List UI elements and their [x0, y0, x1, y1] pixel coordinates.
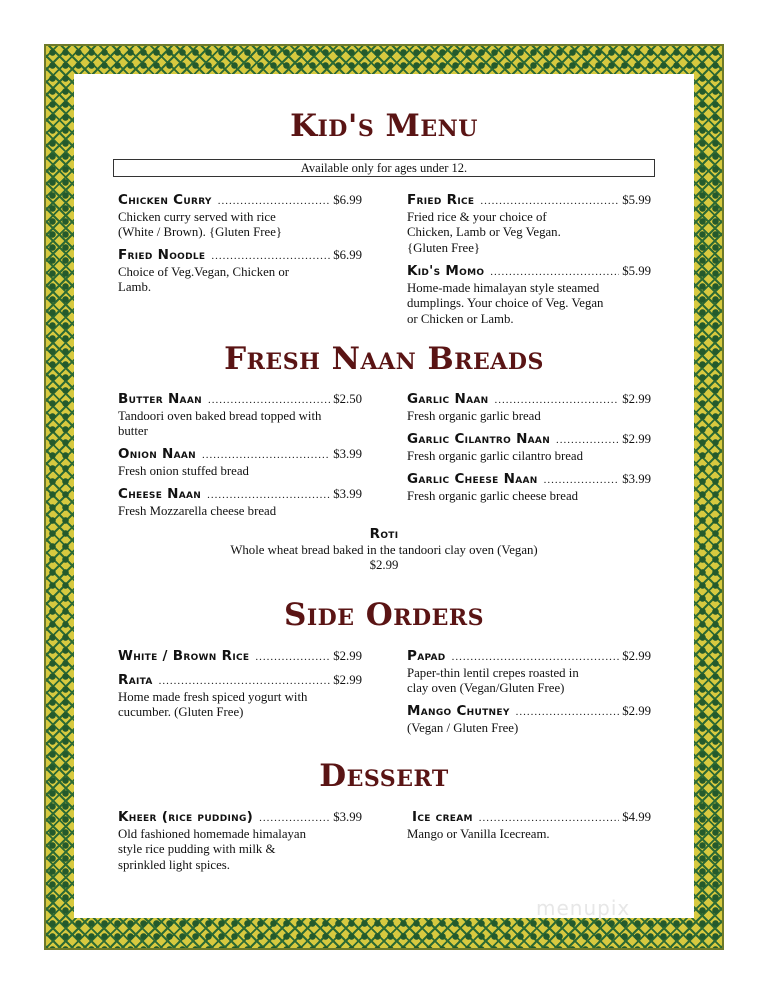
- item-price: $2.99: [333, 649, 362, 663]
- item-price: $2.99: [333, 673, 362, 687]
- leader-dots: [211, 249, 330, 265]
- item-price: $2.99: [622, 649, 651, 663]
- item-name: Cheese Naan: [118, 486, 202, 502]
- item-desc: Fresh organic garlic cilantro bread: [407, 448, 584, 463]
- item-price: $4.99: [622, 810, 651, 824]
- item-name: Papad: [407, 648, 446, 664]
- side-orders-heading: Side Orders: [283, 597, 485, 633]
- menu-item: [118, 487, 362, 519]
- menu-item: [407, 392, 651, 424]
- menu-item: [118, 810, 362, 873]
- item-name: Roti: [369, 526, 399, 542]
- leader-dots: [516, 705, 620, 721]
- item-price: $3.99: [333, 447, 362, 461]
- menu-item: [407, 432, 651, 464]
- item-name: Onion Naan: [118, 446, 197, 462]
- leader-dots: [159, 674, 331, 690]
- leader-dots: [494, 393, 619, 409]
- leader-dots: [208, 393, 330, 409]
- menu-item: [407, 264, 651, 327]
- menu-item: [118, 248, 362, 296]
- item-name: Garlic Cilantro Naan: [407, 431, 551, 447]
- menu-item: [118, 193, 362, 241]
- item-name: Kheer (rice pudding): [118, 809, 254, 825]
- menu-item: [118, 649, 362, 666]
- roti-item: [0, 527, 768, 574]
- menu-item: [118, 673, 362, 721]
- leader-dots: [480, 194, 619, 210]
- item-desc: Fresh organic garlic cheese bread: [407, 488, 579, 503]
- item-desc: Paper-thin lentil crepes roasted in clay oven (Vegan/Gluten Free): [407, 665, 579, 696]
- item-name: Ice cream: [412, 809, 473, 825]
- item-name: Mango Chutney: [407, 703, 510, 719]
- item-desc: Choice of Veg.Vegan, Chicken or Lamb.: [118, 264, 290, 295]
- leader-dots: [255, 650, 330, 666]
- dessert-heading: Dessert: [319, 758, 449, 794]
- leader-dots: [479, 811, 619, 827]
- item-price: $2.50: [333, 392, 362, 406]
- item-price: $3.99: [622, 472, 651, 486]
- item-desc: Fresh organic garlic bread: [407, 408, 541, 423]
- item-price: $2.99: [622, 432, 651, 446]
- menu-item: [407, 193, 651, 256]
- menu-item: [407, 704, 651, 736]
- item-price: $3.99: [333, 487, 362, 501]
- item-name: Raita: [118, 672, 153, 688]
- leader-dots: [218, 194, 330, 210]
- item-desc: Tandoori oven baked bread topped with butter: [118, 408, 322, 439]
- leader-dots: [202, 448, 330, 464]
- leader-dots: [490, 265, 619, 281]
- item-desc: Whole wheat bread baked in the tandoori clay oven (Vegan): [230, 542, 538, 557]
- menu-item: [407, 810, 651, 842]
- leader-dots: [259, 811, 330, 827]
- item-name: Fried Noodle: [118, 247, 206, 263]
- menu-item: [407, 649, 651, 697]
- watermark: menupix: [536, 896, 631, 920]
- leader-dots: [207, 488, 330, 504]
- item-desc: Mango or Vanilla Icecream.: [407, 826, 550, 841]
- item-name: Chicken Curry: [118, 192, 212, 208]
- naan-heading: Fresh Naan Breads: [224, 341, 544, 377]
- item-price: $2.99: [369, 558, 399, 573]
- item-name: Kid's Momo: [407, 263, 485, 279]
- item-price: $6.99: [333, 248, 362, 262]
- item-price: $3.99: [333, 810, 362, 824]
- item-name: Garlic Cheese Naan: [407, 471, 538, 487]
- item-desc: Fresh Mozzarella cheese bread: [118, 503, 277, 518]
- item-name: Butter Naan: [118, 391, 202, 407]
- item-name: Garlic Naan: [407, 391, 489, 407]
- item-desc: Fried rice & your choice of Chicken, Lamb or Veg Vegan. {Gluten Free}: [407, 209, 561, 255]
- item-desc: Old fashioned homemade himalayan style rice pudding with milk & sprinkled light spices.: [118, 826, 306, 872]
- age-note: Available only for ages under 12.: [113, 159, 655, 177]
- item-desc: Fresh onion stuffed bread: [118, 463, 249, 478]
- menu-item: [118, 447, 362, 479]
- leader-dots: [544, 473, 620, 489]
- item-price: $5.99: [622, 264, 651, 278]
- menu-item: [407, 472, 651, 504]
- item-name: White / Brown Rice: [118, 648, 250, 664]
- item-desc: Home-made himalayan style steamed dumplings. Your choice of Veg. Vegan or Chicken or Lamb.: [407, 280, 604, 326]
- item-desc: Chicken curry served with rice (White / Brown). {Gluten Free}: [118, 209, 283, 240]
- item-desc: (Vegan / Gluten Free): [407, 720, 519, 735]
- item-price: $2.99: [622, 704, 651, 718]
- item-desc: Home made fresh spiced yogurt with cucumber. (Gluten Free): [118, 689, 308, 720]
- leader-dots: [556, 433, 619, 449]
- item-price: $6.99: [333, 193, 362, 207]
- leader-dots: [452, 650, 620, 666]
- menu-item: [118, 392, 362, 440]
- item-price: $5.99: [622, 193, 651, 207]
- kids-menu-heading: Kid's Menu: [290, 108, 478, 144]
- item-price: $2.99: [622, 392, 651, 406]
- item-name: Fried Rice: [407, 192, 475, 208]
